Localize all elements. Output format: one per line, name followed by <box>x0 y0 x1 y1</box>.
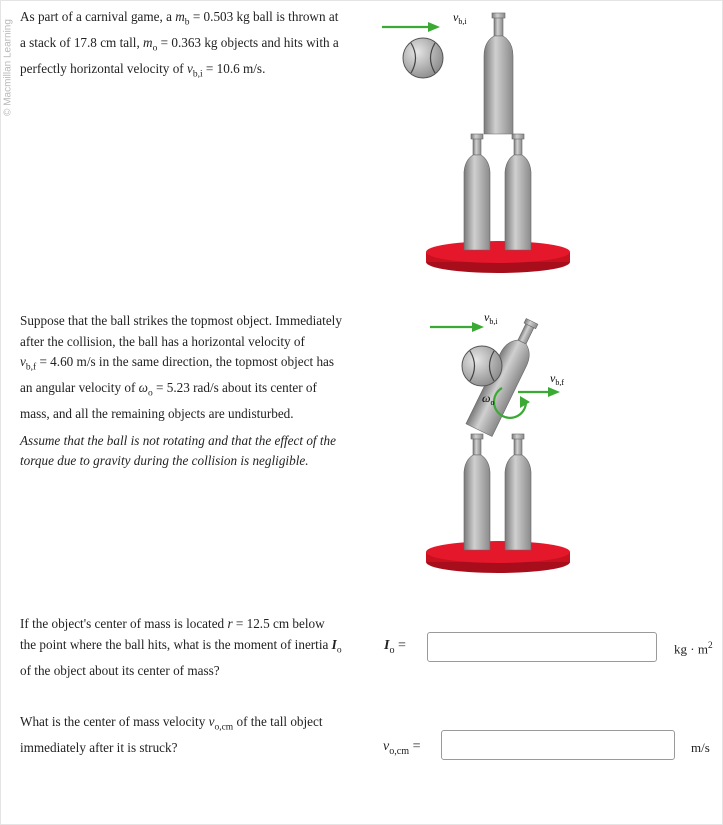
red-platform <box>426 541 570 573</box>
vbf-label-fig2: $v_{b,f}$ <box>550 371 564 387</box>
red-platform <box>426 241 570 273</box>
copyright-watermark: © Macmillan Learning <box>2 19 14 116</box>
initial-velocity-arrow <box>430 322 484 332</box>
final-velocity-arrow <box>518 387 560 397</box>
inertia-unit: kg · $m^2$ <box>674 641 713 657</box>
ball <box>462 346 502 386</box>
cm-velocity-unit: m/s <box>691 740 710 755</box>
bottom-right-bottle <box>505 134 531 250</box>
collision-description: Suppose that the ball strikes the topmost object. Immediately after the collision, the ball has a horizontal velocity of $v_{b,f} = 4.60$ m/s in the same direction, the topmost object has an angular velocity of $\omega_o = 5.23$ rad/s about its center of mass, and all the remaining objects are undisturbed. Assume that the ball is not rotating and that the effect of the torque due to gravity during the collision is negligible. <box>20 311 342 472</box>
vbi-label-fig1: $v_{b,i}$ <box>453 10 467 26</box>
cm-velocity-answer-input[interactable] <box>441 730 675 760</box>
inertia-label: $I_o$ = <box>384 638 406 656</box>
omega-label: $\omega_o$ <box>482 391 495 407</box>
cm-velocity-label: $v_{o,cm}$ = <box>383 739 421 757</box>
figure-before-collision <box>380 0 600 280</box>
inertia-answer-input[interactable] <box>427 632 657 662</box>
assumption-note: Assume that the ball is not rotating and that the effect of the torque due to gravity during the collision is negligible. <box>20 432 336 469</box>
bottom-left-bottle <box>464 134 490 250</box>
question-moment-of-inertia: If the object's center of mass is located r = 12.5 cm below the point where the ball hits, what is the moment of inertia $I_o$ of the object about its center of mass? <box>20 616 342 678</box>
ball <box>403 38 443 78</box>
initial-velocity-arrow <box>382 22 440 32</box>
problem-intro: As part of a carnival game, a $m_b = 0.503$ kg ball is thrown at a stack of 17.8 cm tall, $m_o = 0.363$ kg objects and hits with a perfectly horizontal velocity of $v_{b,i} = 10.6$ m/s. <box>20 9 339 80</box>
bottom-right-bottle <box>505 434 531 550</box>
question-cm-velocity: What is the center of mass velocity $v_{o,cm}$ of the tall object immediately after it is struck? <box>20 714 323 756</box>
bottom-left-bottle <box>464 434 490 550</box>
top-bottle <box>484 13 513 134</box>
figure-after-collision <box>380 300 600 580</box>
vbi-label-fig2: $v_{b,i}$ <box>484 310 498 326</box>
